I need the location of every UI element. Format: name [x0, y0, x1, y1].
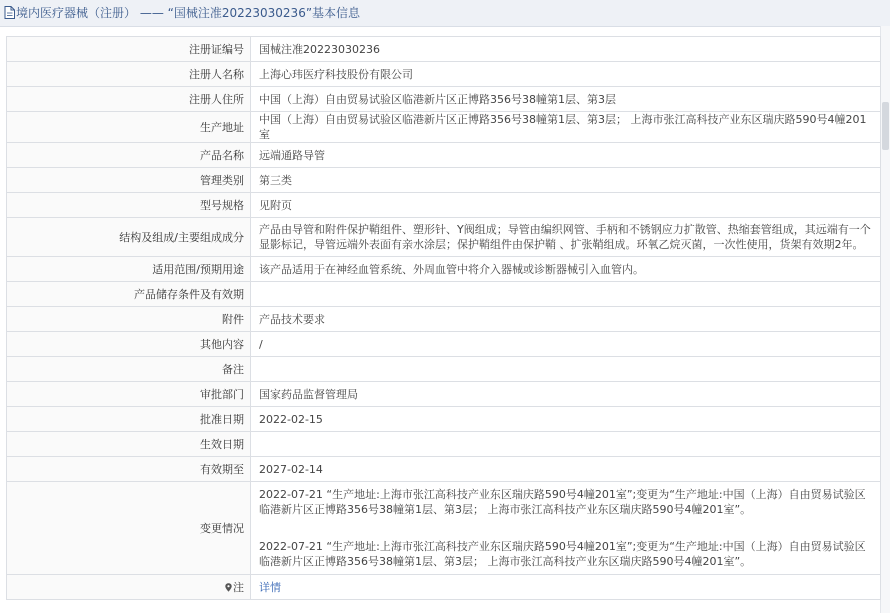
scrollbar-thumb[interactable]	[882, 102, 889, 150]
row-value: 中国（上海）自由贸易试验区临港新片区正博路356号38幢第1层、第3层； 上海市张江高科技产业东区瑞庆路590号4幢201室	[251, 112, 881, 143]
table-row	[7, 407, 881, 432]
table-row	[7, 168, 881, 193]
row-value: 2027-02-14	[251, 457, 881, 482]
row-value: 上海心玮医疗科技股份有限公司	[251, 62, 881, 87]
table-row	[7, 143, 881, 168]
row-label: 适用范围/预期用途	[7, 257, 251, 282]
table-row	[7, 282, 881, 307]
row-value: 产品由导管和附件保护鞘组件、塑形针、Y阀组成；导管由编织网管、手柄和不锈钢应力扩散管、热缩套管组成，其远端有一个显影标记，导管远端外表面有亲水涂层；保护鞘组件由保护鞘 、扩张鞘组成。环氧乙烷灭菌，一次性使用，货架有效期2年。	[251, 218, 881, 257]
row-label: 注册人名称	[7, 62, 251, 87]
row-label: 注册证编号	[7, 37, 251, 62]
table-row	[7, 257, 881, 282]
row-label: 批准日期	[7, 407, 251, 432]
note-label: 注	[233, 580, 244, 594]
table-row	[7, 307, 881, 332]
row-label: 产品名称	[7, 143, 251, 168]
table-row	[7, 37, 881, 62]
page-header	[0, 0, 890, 27]
row-label: 备注	[7, 357, 251, 382]
row-label: 生产地址	[7, 112, 251, 143]
change-history-row	[7, 482, 881, 575]
note-value	[251, 575, 881, 600]
row-value	[251, 357, 881, 382]
table-row	[7, 193, 881, 218]
row-value: 国械注准20223030236	[251, 37, 881, 62]
info-table	[6, 36, 881, 600]
row-label: 其他内容	[7, 332, 251, 357]
row-label: 附件	[7, 307, 251, 332]
table-row	[7, 432, 881, 457]
note-label-cell	[7, 575, 251, 600]
page-title: 境内医疗器械（注册） —— “国械注准20223030236”基本信息	[16, 6, 361, 20]
table-row	[7, 382, 881, 407]
table-row	[7, 457, 881, 482]
table-row	[7, 87, 881, 112]
row-label: 产品储存条件及有效期	[7, 282, 251, 307]
row-value: 产品技术要求	[251, 307, 881, 332]
row-value: 国家药品监督管理局	[251, 382, 881, 407]
table-row	[7, 332, 881, 357]
row-value: 2022-02-15	[251, 407, 881, 432]
row-value: 中国（上海）自由贸易试验区临港新片区正博路356号38幢第1层、第3层	[251, 87, 881, 112]
table-row	[7, 218, 881, 257]
table-row	[7, 62, 881, 87]
row-label: 有效期至	[7, 457, 251, 482]
map-pin-icon	[225, 583, 232, 592]
change-entry: 2022-07-21 “生产地址:上海市张江高科技产业东区瑞庆路590号4幢201室”;变更为“生产地址:中国（上海）自由贸易试验区临港新片区正博路356号38幢第1层、第3层； 上海市张江高科技产业东区瑞庆路590号4幢201室”。	[259, 488, 866, 516]
row-label: 生效日期	[7, 432, 251, 457]
row-value: 远端通路导管	[251, 143, 881, 168]
note-row	[7, 575, 881, 600]
row-label: 变更情况	[7, 482, 251, 575]
details-link[interactable]: 详情	[259, 580, 281, 594]
row-label: 结构及组成/主要组成成分	[7, 218, 251, 257]
table-row	[7, 112, 881, 143]
change-entry: 2022-07-21 “生产地址:上海市张江高科技产业东区瑞庆路590号4幢201室”;变更为“生产地址:中国（上海）自由贸易试验区临港新片区正博路356号38幢第1层、第3层； 上海市张江高科技产业东区瑞庆路590号4幢201室”。	[259, 540, 866, 568]
row-label: 审批部门	[7, 382, 251, 407]
document-icon	[4, 6, 15, 19]
row-value	[251, 282, 881, 307]
row-label: 管理类别	[7, 168, 251, 193]
table-row	[7, 357, 881, 382]
row-label: 注册人住所	[7, 87, 251, 112]
row-value: 该产品适用于在神经血管系统、外周血管中将介入器械或诊断器械引入血管内。	[251, 257, 881, 282]
vertical-scrollbar[interactable]	[880, 26, 890, 613]
row-value	[251, 432, 881, 457]
change-history	[251, 482, 881, 575]
row-value: 见附页	[251, 193, 881, 218]
row-value: /	[251, 332, 881, 357]
row-label: 型号规格	[7, 193, 251, 218]
row-value: 第三类	[251, 168, 881, 193]
